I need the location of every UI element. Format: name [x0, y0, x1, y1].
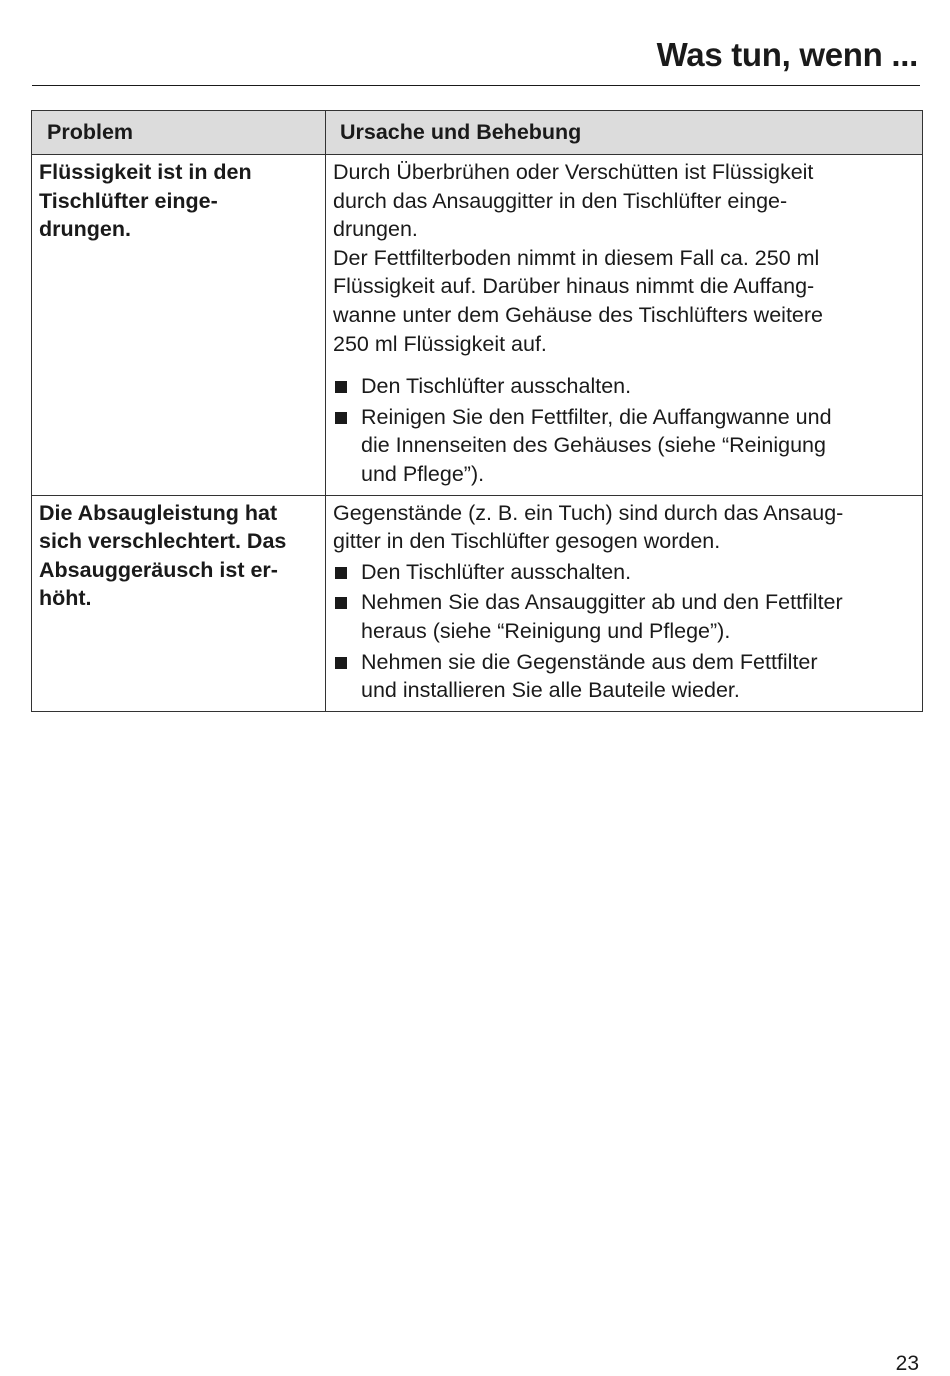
cause-cell: [326, 155, 923, 496]
action-step-line: heraus (siehe “Reinigung und Pflege”).: [361, 618, 731, 643]
action-steps-list: [333, 372, 914, 488]
cause-line: wanne unter dem Gehäuse des Tischlüfters weitere: [333, 302, 823, 327]
square-bullet-icon: [335, 597, 347, 609]
action-step: [333, 648, 914, 705]
square-bullet-icon: [335, 412, 347, 424]
cause-line: Der Fettfilterboden nimmt in diesem Fall ca. 250 ml: [333, 245, 820, 270]
problem-line: sich verschlechtert. Das: [39, 529, 287, 554]
action-step-line: Nehmen Sie das Ansauggitter ab und den Fettfilter: [361, 590, 843, 615]
action-step: [333, 588, 914, 645]
cause-line: durch das Ansauggitter in den Tischlüfter einge-: [333, 188, 788, 213]
action-step-line: und Pflege”).: [361, 461, 485, 486]
square-bullet-icon: [335, 567, 347, 579]
action-step-line: die Innenseiten des Gehäuses (siehe “Reinigung: [361, 433, 826, 458]
table-header-row: [32, 111, 923, 155]
title-divider: [32, 85, 920, 86]
problem-cell: [32, 155, 326, 496]
problem-line: Absauggeräusch ist er-: [39, 557, 278, 582]
cause-line: Gegenstände (z. B. ein Tuch) sind durch das Ansaug-: [333, 500, 844, 525]
cause-line: 250 ml Flüssigkeit auf.: [333, 331, 547, 356]
cause-line: drungen.: [333, 217, 418, 242]
action-step-line: Reinigen Sie den Fettfilter, die Auffangwanne und: [361, 404, 832, 429]
action-step-line: Den Tischlüfter ausschalten.: [361, 374, 632, 399]
action-steps-list: [333, 558, 914, 705]
problem-line: drungen.: [39, 217, 131, 242]
problem-line: Die Absaugleistung hat: [39, 500, 278, 525]
cause-line: gitter in den Tischlüfter gesogen worden.: [333, 529, 721, 554]
table-row: [32, 155, 923, 496]
problem-line: Flüssigkeit ist in den: [39, 160, 252, 184]
problem-line: Tischlüfter einge-: [39, 188, 218, 213]
table-row: [32, 495, 923, 711]
action-step: [333, 372, 914, 401]
cause-line: Durch Überbrühen oder Verschütten ist Flüssigkeit: [333, 160, 814, 184]
action-step: [333, 558, 914, 587]
square-bullet-icon: [335, 381, 347, 393]
problem-cell: [32, 495, 326, 711]
page-title: Was tun, wenn ...: [656, 36, 918, 73]
troubleshooting-table: [31, 110, 923, 712]
column-header-cause: Ursache und Behebung: [326, 111, 923, 155]
cause-cell: [326, 495, 923, 711]
column-header-problem: Problem: [32, 111, 326, 155]
action-step-line: Den Tischlüfter ausschalten.: [361, 559, 632, 584]
action-step-line: Nehmen sie die Gegenstände aus dem Fettfilter: [361, 649, 818, 674]
square-bullet-icon: [335, 657, 347, 669]
action-step: [333, 403, 914, 489]
problem-line: höht.: [39, 586, 92, 611]
action-step-line: und installieren Sie alle Bauteile wieder.: [361, 678, 740, 703]
page-number: 23: [895, 1352, 919, 1375]
cause-line: Flüssigkeit auf. Darüber hinaus nimmt die Auffang-: [333, 274, 815, 299]
